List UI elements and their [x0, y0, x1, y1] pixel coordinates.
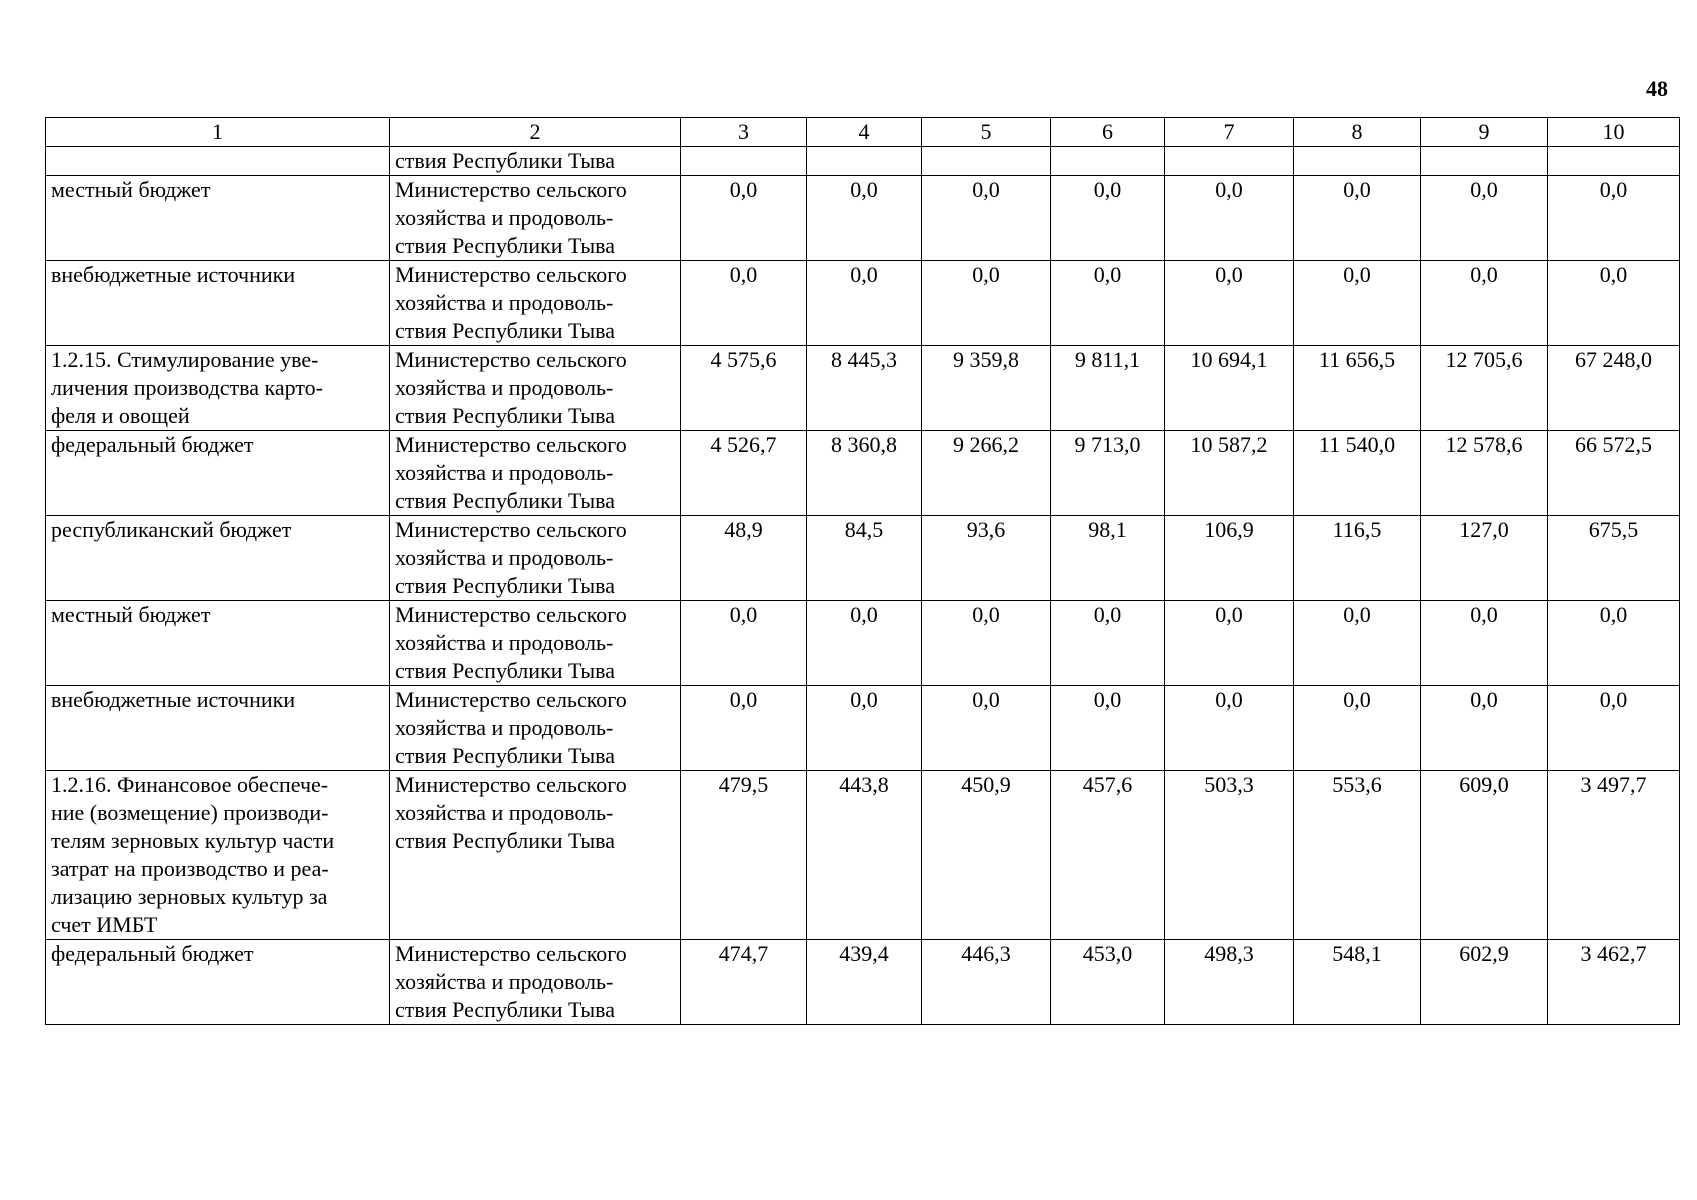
value-cell: 443,8: [807, 771, 922, 940]
value-cell: 0,0: [1548, 601, 1680, 686]
column-header: 9: [1421, 118, 1548, 147]
value-cell: 10 587,2: [1165, 431, 1294, 516]
value-cell: 10 694,1: [1165, 346, 1294, 431]
value-cell: 67 248,0: [1548, 346, 1680, 431]
table-row: [46, 771, 1680, 940]
value-cell: 0,0: [807, 176, 922, 261]
value-cell: [1421, 147, 1548, 176]
value-cell: 12 705,6: [1421, 346, 1548, 431]
value-cell: 106,9: [1165, 516, 1294, 601]
value-cell: 0,0: [922, 261, 1051, 346]
executor-cell: Министерство сельского хозяйства и продоволь- ствия Республики Тыва: [390, 686, 681, 771]
value-cell: 602,9: [1421, 940, 1548, 1025]
value-cell: 84,5: [807, 516, 922, 601]
value-cell: 0,0: [1294, 261, 1421, 346]
value-cell: 0,0: [922, 686, 1051, 771]
table-row: [46, 346, 1680, 431]
value-cell: 66 572,5: [1548, 431, 1680, 516]
value-cell: 9 266,2: [922, 431, 1051, 516]
column-header: 2: [390, 118, 681, 147]
executor-cell: ствия Республики Тыва: [390, 147, 681, 176]
value-cell: 0,0: [1548, 261, 1680, 346]
value-cell: 3 462,7: [1548, 940, 1680, 1025]
column-header: 7: [1165, 118, 1294, 147]
value-cell: 0,0: [1548, 176, 1680, 261]
value-cell: 609,0: [1421, 771, 1548, 940]
header-row: [46, 118, 1680, 147]
value-cell: 4 575,6: [681, 346, 807, 431]
value-cell: 0,0: [1421, 601, 1548, 686]
row-name-cell: местный бюджет: [46, 176, 390, 261]
value-cell: [922, 147, 1051, 176]
value-cell: 9 359,8: [922, 346, 1051, 431]
value-cell: 0,0: [1421, 261, 1548, 346]
value-cell: 675,5: [1548, 516, 1680, 601]
row-name-cell: 1.2.15. Стимулирование уве- личения производства карто- феля и овощей: [46, 346, 390, 431]
value-cell: 0,0: [681, 176, 807, 261]
column-header: 10: [1548, 118, 1680, 147]
executor-cell: Министерство сельского хозяйства и продоволь- ствия Республики Тыва: [390, 771, 681, 940]
value-cell: 11 656,5: [1294, 346, 1421, 431]
value-cell: 0,0: [681, 261, 807, 346]
column-header: 6: [1051, 118, 1165, 147]
value-cell: 0,0: [1421, 176, 1548, 261]
value-cell: 0,0: [922, 601, 1051, 686]
column-header: 4: [807, 118, 922, 147]
table-row: [46, 431, 1680, 516]
value-cell: 98,1: [1051, 516, 1165, 601]
value-cell: 450,9: [922, 771, 1051, 940]
value-cell: 9 713,0: [1051, 431, 1165, 516]
column-header: 3: [681, 118, 807, 147]
column-header: 1: [46, 118, 390, 147]
value-cell: 11 540,0: [1294, 431, 1421, 516]
value-cell: 0,0: [1421, 686, 1548, 771]
executor-cell: Министерство сельского хозяйства и продоволь- ствия Республики Тыва: [390, 431, 681, 516]
value-cell: 453,0: [1051, 940, 1165, 1025]
value-cell: 0,0: [1294, 601, 1421, 686]
executor-cell: Министерство сельского хозяйства и продоволь- ствия Республики Тыва: [390, 516, 681, 601]
row-name-cell: внебюджетные источники: [46, 261, 390, 346]
value-cell: [1165, 147, 1294, 176]
value-cell: 0,0: [807, 601, 922, 686]
table-row: [46, 176, 1680, 261]
value-cell: [681, 147, 807, 176]
row-name-cell: [46, 147, 390, 176]
executor-cell: Министерство сельского хозяйства и продоволь- ствия Республики Тыва: [390, 940, 681, 1025]
value-cell: 0,0: [807, 686, 922, 771]
value-cell: 479,5: [681, 771, 807, 940]
table-row: [46, 516, 1680, 601]
value-cell: 8 360,8: [807, 431, 922, 516]
value-cell: 0,0: [1051, 261, 1165, 346]
table-body: [46, 147, 1680, 1025]
value-cell: 0,0: [1294, 176, 1421, 261]
row-name-cell: местный бюджет: [46, 601, 390, 686]
executor-cell: Министерство сельского хозяйства и продоволь- ствия Республики Тыва: [390, 176, 681, 261]
value-cell: [1548, 147, 1680, 176]
value-cell: 0,0: [1051, 601, 1165, 686]
value-cell: 548,1: [1294, 940, 1421, 1025]
value-cell: 446,3: [922, 940, 1051, 1025]
column-header: 8: [1294, 118, 1421, 147]
budget-table: [45, 117, 1680, 1025]
executor-cell: Министерство сельского хозяйства и продоволь- ствия Республики Тыва: [390, 346, 681, 431]
table-header: [46, 118, 1680, 147]
value-cell: 8 445,3: [807, 346, 922, 431]
table-row: [46, 261, 1680, 346]
row-name-cell: федеральный бюджет: [46, 940, 390, 1025]
table-row: [46, 940, 1680, 1025]
executor-cell: Министерство сельского хозяйства и продоволь- ствия Республики Тыва: [390, 261, 681, 346]
row-name-cell: республиканский бюджет: [46, 516, 390, 601]
value-cell: 9 811,1: [1051, 346, 1165, 431]
table-row: [46, 601, 1680, 686]
value-cell: 474,7: [681, 940, 807, 1025]
value-cell: 0,0: [1165, 176, 1294, 261]
table-row: [46, 147, 1680, 176]
value-cell: 48,9: [681, 516, 807, 601]
row-name-cell: 1.2.16. Финансовое обеспече- ние (возмещение) производи- телям зерновых культур части затрат на производство и реа- лизацию зерновых культур за счет ИМБТ: [46, 771, 390, 940]
value-cell: 0,0: [1051, 176, 1165, 261]
value-cell: 0,0: [1294, 686, 1421, 771]
executor-cell: Министерство сельского хозяйства и продоволь- ствия Республики Тыва: [390, 601, 681, 686]
value-cell: 116,5: [1294, 516, 1421, 601]
value-cell: 503,3: [1165, 771, 1294, 940]
column-header: 5: [922, 118, 1051, 147]
value-cell: 12 578,6: [1421, 431, 1548, 516]
value-cell: 0,0: [1165, 686, 1294, 771]
value-cell: 439,4: [807, 940, 922, 1025]
row-name-cell: федеральный бюджет: [46, 431, 390, 516]
value-cell: [1294, 147, 1421, 176]
value-cell: 0,0: [922, 176, 1051, 261]
value-cell: 0,0: [1165, 601, 1294, 686]
page-number: 48: [1646, 76, 1668, 101]
value-cell: 0,0: [1051, 686, 1165, 771]
row-name-cell: внебюджетные источники: [46, 686, 390, 771]
value-cell: 457,6: [1051, 771, 1165, 940]
table-row: [46, 686, 1680, 771]
value-cell: [1051, 147, 1165, 176]
value-cell: 553,6: [1294, 771, 1421, 940]
value-cell: 127,0: [1421, 516, 1548, 601]
value-cell: 93,6: [922, 516, 1051, 601]
value-cell: 4 526,7: [681, 431, 807, 516]
value-cell: 0,0: [807, 261, 922, 346]
value-cell: [807, 147, 922, 176]
value-cell: 0,0: [681, 601, 807, 686]
value-cell: 498,3: [1165, 940, 1294, 1025]
value-cell: 0,0: [1548, 686, 1680, 771]
value-cell: 3 497,7: [1548, 771, 1680, 940]
value-cell: 0,0: [1165, 261, 1294, 346]
value-cell: 0,0: [681, 686, 807, 771]
